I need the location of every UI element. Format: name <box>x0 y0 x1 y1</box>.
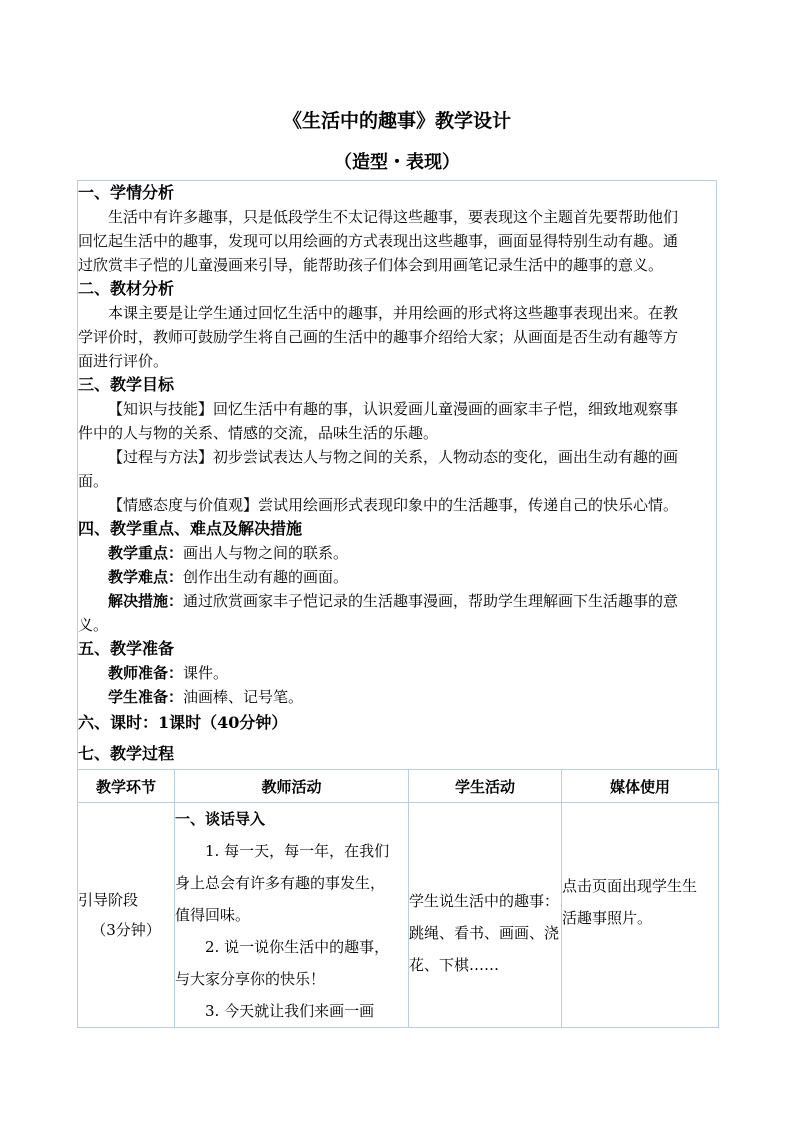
student-prep-line <box>78 685 718 709</box>
table-row <box>78 803 719 1028</box>
paragraph-line: 【知识与技能】回忆生活中有趣的事，认识爱画儿童漫画的画家丰子恺，细致地观察事 <box>108 400 679 418</box>
paragraph-line: 面。 <box>78 472 109 490</box>
paragraph-line: 【过程与方法】初步尝试表达人与物之间的关系，人物动态的变化，画出生动有趣的画 <box>108 448 679 466</box>
section-heading-preparation: 五、教学准备 <box>78 639 175 658</box>
section-heading-class-hours: 六、课时：1课时（40分钟） <box>78 713 288 732</box>
paragraph-line: 回忆起生活中的趣事，发现可以用绘画的方式表现出这些趣事，画面显得特别生动有趣。通 <box>78 232 679 250</box>
header-teacher-activity: 教师活动 <box>175 770 409 803</box>
document-subtitle: （造型・表现） <box>334 152 460 173</box>
paragraph-line: 学评价时，教师可鼓励学生将自己画的生活中的趣事介绍给大家；从画面是否生动有趣等方 <box>78 328 679 346</box>
student-activity-line: 跳绳、看书、画画、浇 <box>409 924 560 942</box>
teacher-activity-line: 2. 说一说你生活中的趣事， <box>205 938 390 956</box>
paragraph-line: 本课主要是让学生通过回忆生活中的趣事，并用绘画的形式将这些趣事表现出来。在教 <box>108 304 679 322</box>
document-title: 《生活中的趣事》教学设计 <box>282 110 511 132</box>
media-use-line: 活趣事照片。 <box>562 909 653 927</box>
student-prep-label: 学生准备： <box>108 688 184 706</box>
key-point-line <box>78 541 718 565</box>
solution-line <box>78 589 718 613</box>
teacher-prep-text: 课件。 <box>183 664 229 682</box>
paragraph-line: 【情感态度与价值观】尝试用绘画形式表现印象中的生活趣事，传递自己的快乐心情。 <box>108 496 679 514</box>
teaching-process-table <box>77 769 719 1028</box>
student-prep-text: 油画棒、记号笔。 <box>183 688 304 706</box>
difficulty-text: 创作出生动有趣的画面。 <box>183 568 349 586</box>
paragraph-line: 过欣赏丰子恺的儿童漫画来引导，能帮助孩子们体会到用画笔记录生活中的趣事的意义。 <box>78 256 664 274</box>
header-student-activity: 学生活动 <box>409 770 562 803</box>
teacher-prep-line <box>78 661 718 685</box>
difficulty-line <box>78 565 718 589</box>
header-stage: 教学环节 <box>78 770 175 803</box>
key-point-label: 教学重点： <box>108 544 184 562</box>
student-activity-line: 花、下棋…… <box>409 956 500 974</box>
teacher-prep-label: 教师准备： <box>108 664 184 682</box>
paragraph-line: 生活中有许多趣事，只是低段学生不太记得这些趣事，要表现这个主题首先要帮助他们 <box>108 208 679 226</box>
stage-name: 引导阶段 <box>78 891 139 909</box>
teacher-activity-title: 一、谈话导入 <box>175 810 266 828</box>
section-heading-learner-analysis: 一、学情分析 <box>78 183 175 202</box>
solution-label: 解决措施： <box>108 592 184 610</box>
section-heading-teaching-process: 七、教学过程 <box>78 744 175 763</box>
stage-cell <box>78 803 175 1028</box>
section-heading-key-points: 四、教学重点、难点及解决措施 <box>78 519 303 538</box>
student-activity-line: 学生说生活中的趣事： <box>409 892 560 910</box>
teacher-activity-line: 值得回味。 <box>175 906 251 924</box>
section-heading-material-analysis: 二、教材分析 <box>78 279 175 298</box>
section-heading-teaching-goals: 三、教学目标 <box>78 375 175 394</box>
table-header-row <box>78 770 719 803</box>
solution-line-continued: 义。 <box>78 616 109 634</box>
paragraph-line: 件中的人与物的关系、情感的交流，品味生活的乐趣。 <box>78 424 439 442</box>
paragraph-line: 面进行评价。 <box>78 352 169 370</box>
teacher-activity-cell <box>175 803 409 1028</box>
difficulty-label: 教学难点： <box>108 568 184 586</box>
teacher-activity-line: 与大家分享你的快乐！ <box>175 970 326 988</box>
stage-duration: （3分钟） <box>91 921 161 939</box>
key-point-text: 画出人与物之间的联系。 <box>183 544 349 562</box>
media-use-line: 点击页面出现学生生 <box>562 877 698 895</box>
header-media-use: 媒体使用 <box>562 770 719 803</box>
teacher-activity-line: 3. 今天就让我们来画一画 <box>205 1002 375 1020</box>
student-activity-cell <box>409 803 562 1028</box>
solution-text: 通过欣赏画家丰子恺记录的生活趣事漫画，帮助学生理解画下生活趣事的意 <box>183 592 679 610</box>
media-use-cell <box>562 803 719 1028</box>
teacher-activity-line: 1. 每一天，每一年，在我们 <box>205 842 390 860</box>
teacher-activity-line: 身上总会有许多有趣的事发生， <box>175 874 386 892</box>
